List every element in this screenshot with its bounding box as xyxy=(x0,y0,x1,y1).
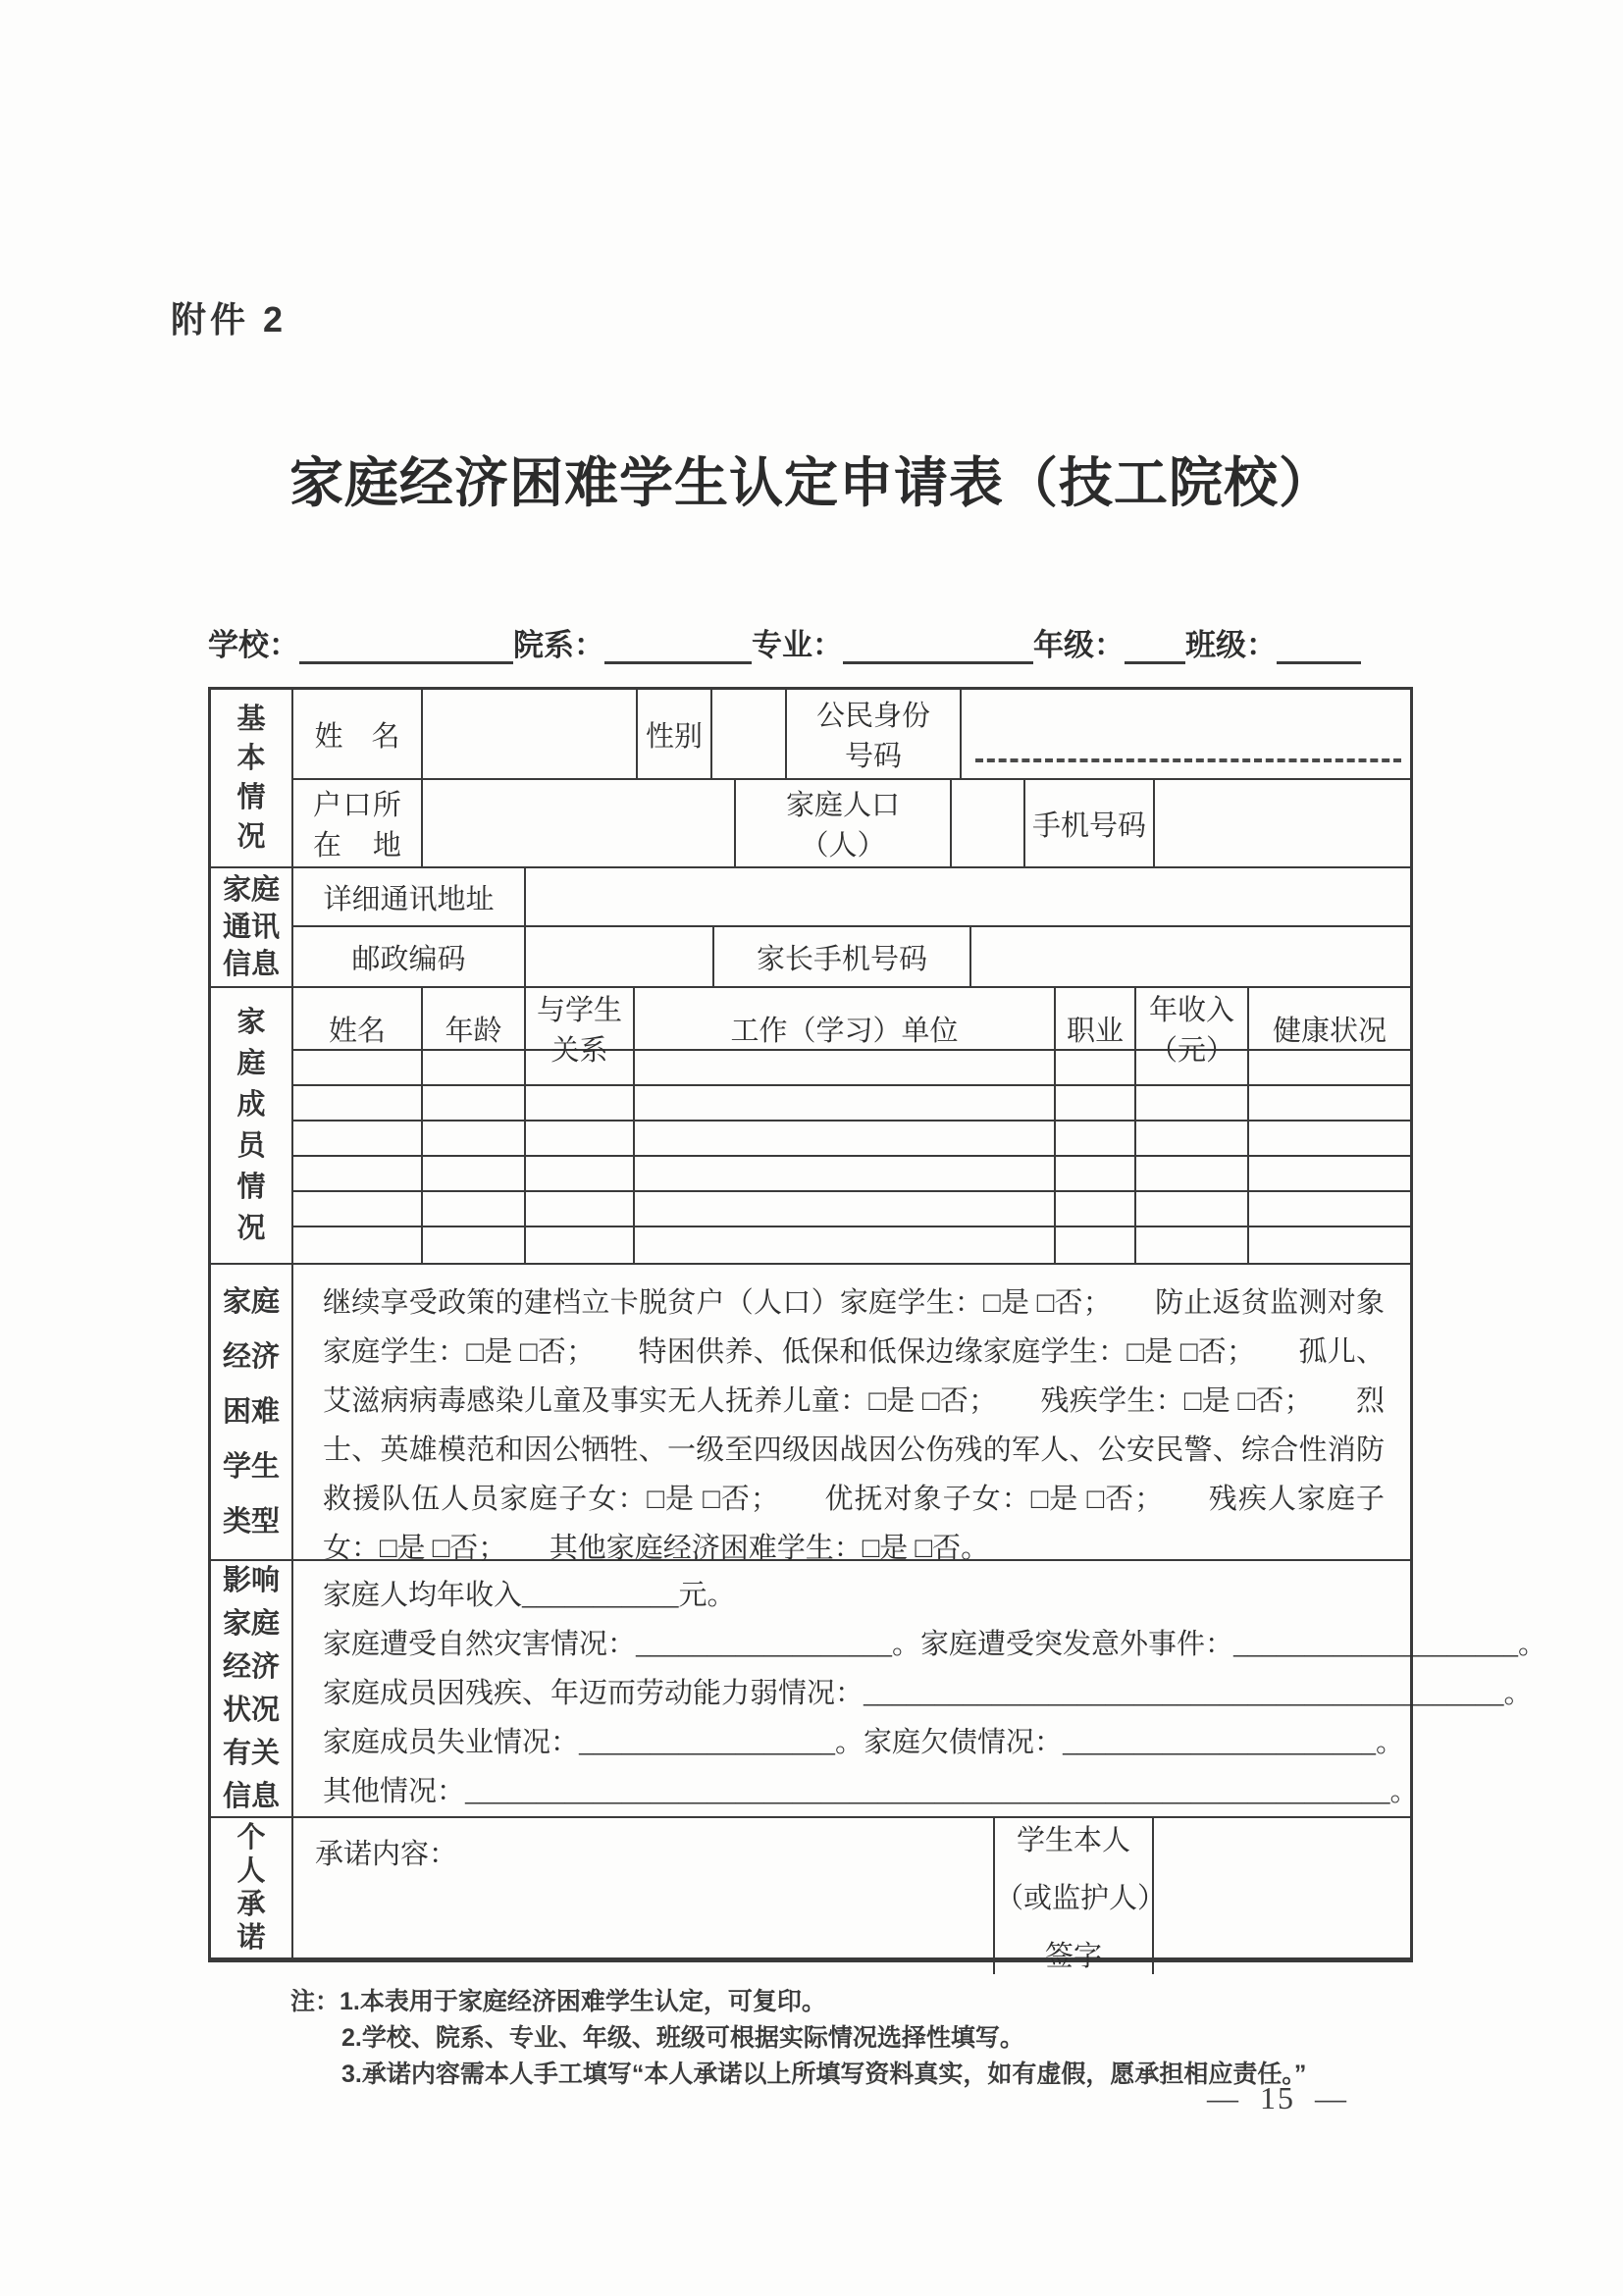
gender-value-cell xyxy=(712,690,787,778)
parent-phone-value-cell xyxy=(971,927,1410,986)
major-field-label: 专业： xyxy=(752,628,843,662)
attachment-label: 附件 2 xyxy=(171,299,288,339)
pledge-content-cell: 承诺内容： xyxy=(293,1818,995,1974)
members-empty-row xyxy=(293,1192,1410,1227)
grade-field-blank xyxy=(1125,628,1185,664)
members-col-workunit: 工作（学习）单位 xyxy=(635,988,1056,1069)
section-difficulty-type-label: 家庭经济困难学生类型 xyxy=(211,1265,293,1559)
page-number: — 15 — xyxy=(1207,2080,1348,2115)
name-value-cell xyxy=(423,690,638,778)
section-family-members-label: 家庭成员情况 xyxy=(211,988,293,1263)
class-field-label: 班级： xyxy=(1185,628,1277,662)
section-family-members xyxy=(211,988,1410,1265)
contact-row-2 xyxy=(293,927,1410,986)
school-field-label: 学校： xyxy=(208,628,299,662)
section-economic-info xyxy=(211,1561,1547,1818)
application-form-table xyxy=(208,687,1547,1972)
members-col-age: 年龄 xyxy=(423,988,526,1069)
section-difficulty-type xyxy=(211,1265,1410,1564)
pledge-row xyxy=(293,1818,1410,1972)
address-label-cell: 详细通讯地址 xyxy=(293,868,526,925)
members-col-income: 年收入（元） xyxy=(1136,988,1249,1069)
income-line: 家庭人均年收入___________元。 xyxy=(323,1580,736,1611)
section-personal-pledge-label: 个人承诺 xyxy=(211,1818,293,1957)
footnote-3: 3.承诺内容需本人手工填写“本人承诺以上所填写资料真实，如有虚假，愿承担相应责任。” xyxy=(341,2061,1307,2088)
unemployment-line: 家庭成员失业情况：__________________。家庭欠债情况：______________________。 xyxy=(323,1727,1405,1758)
postal-value-cell xyxy=(526,927,714,986)
major-field-blank xyxy=(843,628,1033,664)
members-col-relation: 与学生关系 xyxy=(526,988,635,1069)
family-population-value-cell xyxy=(952,780,1025,866)
basic-row-2 xyxy=(293,780,1410,866)
department-field-label: 院系： xyxy=(513,628,604,662)
members-col-occupation: 职业 xyxy=(1056,988,1136,1069)
id-value-cell xyxy=(962,690,1410,778)
form-title: 家庭经济困难学生认定申请表（技工院校） xyxy=(288,453,1334,513)
school-field-blank xyxy=(299,628,513,664)
parent-phone-label-cell: 家长手机号码 xyxy=(714,927,971,986)
grade-field-label: 年级： xyxy=(1033,628,1125,662)
members-empty-row xyxy=(293,1157,1410,1192)
members-empty-row xyxy=(293,1086,1410,1122)
other-line: 其他情况：_________________________________________________________________。 xyxy=(323,1776,1419,1807)
name-label-cell: 姓 名 xyxy=(293,690,423,778)
members-empty-row xyxy=(293,1051,1410,1086)
residence-label-cell: 户口所在地 xyxy=(293,780,423,866)
address-value-cell xyxy=(526,868,1410,925)
section-basic-info-label: 基本情况 xyxy=(211,690,293,866)
footnote-2: 2.学校、院系、专业、年级、班级可根据实际情况选择性填写。 xyxy=(341,2024,1024,2052)
section-basic-info xyxy=(211,690,1410,868)
section-economic-info-label: 影响家庭经济状况有关信息 xyxy=(211,1561,293,1816)
class-field-blank xyxy=(1277,628,1361,664)
footnotes xyxy=(290,1984,1419,2093)
signature-label-cell: 学生本人 （或监护人） 签字 xyxy=(995,1818,1154,1974)
contact-row-1 xyxy=(293,868,1410,927)
members-empty-row xyxy=(293,1227,1410,1263)
members-empty-row xyxy=(293,1122,1410,1157)
disability-line: 家庭成员因残疾、年迈而劳动能力弱情况：_____________________________________________。 xyxy=(323,1678,1533,1709)
id-label-cell: 公民身份号码 xyxy=(787,690,962,778)
section-contact-info-label: 家庭通讯信息 xyxy=(211,868,293,986)
members-col-name: 姓名 xyxy=(293,988,423,1069)
department-field-blank xyxy=(604,628,752,664)
members-col-health: 健康状况 xyxy=(1272,1015,1387,1047)
header-fields-row xyxy=(208,620,1415,664)
gender-label-cell: 性别 xyxy=(638,690,712,778)
family-population-label-cell: 家庭人口（人） xyxy=(736,780,952,866)
postal-label-cell: 邮政编码 xyxy=(293,927,526,986)
section-contact-info xyxy=(211,868,1410,988)
disaster-line: 家庭遭受自然灾害情况：__________________。家庭遭受突发意外事件：____________________。 xyxy=(323,1629,1547,1660)
signature-value-cell xyxy=(1154,1818,1410,1974)
phone-label-cell: 手机号码 xyxy=(1025,780,1155,866)
section-personal-pledge xyxy=(211,1818,1410,1972)
difficulty-type-text: 继续享受政策的建档立卡脱贫户（人口）家庭学生：□是 □否； 防止返贫监测对象家庭学生：□是 □否； 特困供养、低保和低保边缘家庭学生：□是 □否； 孤儿、艾滋病病毒感染儿童及事实无人抚养儿童：□是 □否； 残疾学生：□是 □否； 烈士、英雄模范和因公牺牲、一级至四级因战因公伤残的军人、公安民警、综合性消防救援队伍人员家庭子女：□是 □否； 优抚对象子女：□是 □否； 残疾人家庭子女：□是 □否； 其他家庭经济困难学生：□是 □否。 xyxy=(323,1287,1385,1564)
footnote-1: 注：1.本表用于家庭经济困难学生认定，可复印。 xyxy=(290,1988,826,2015)
id-dashed-line xyxy=(975,758,1401,762)
economic-info-lines xyxy=(293,1561,1547,1822)
basic-row-1 xyxy=(293,690,1410,780)
residence-value-cell xyxy=(423,780,736,866)
members-header-row xyxy=(293,988,1410,1067)
phone-value-cell xyxy=(1155,780,1410,866)
